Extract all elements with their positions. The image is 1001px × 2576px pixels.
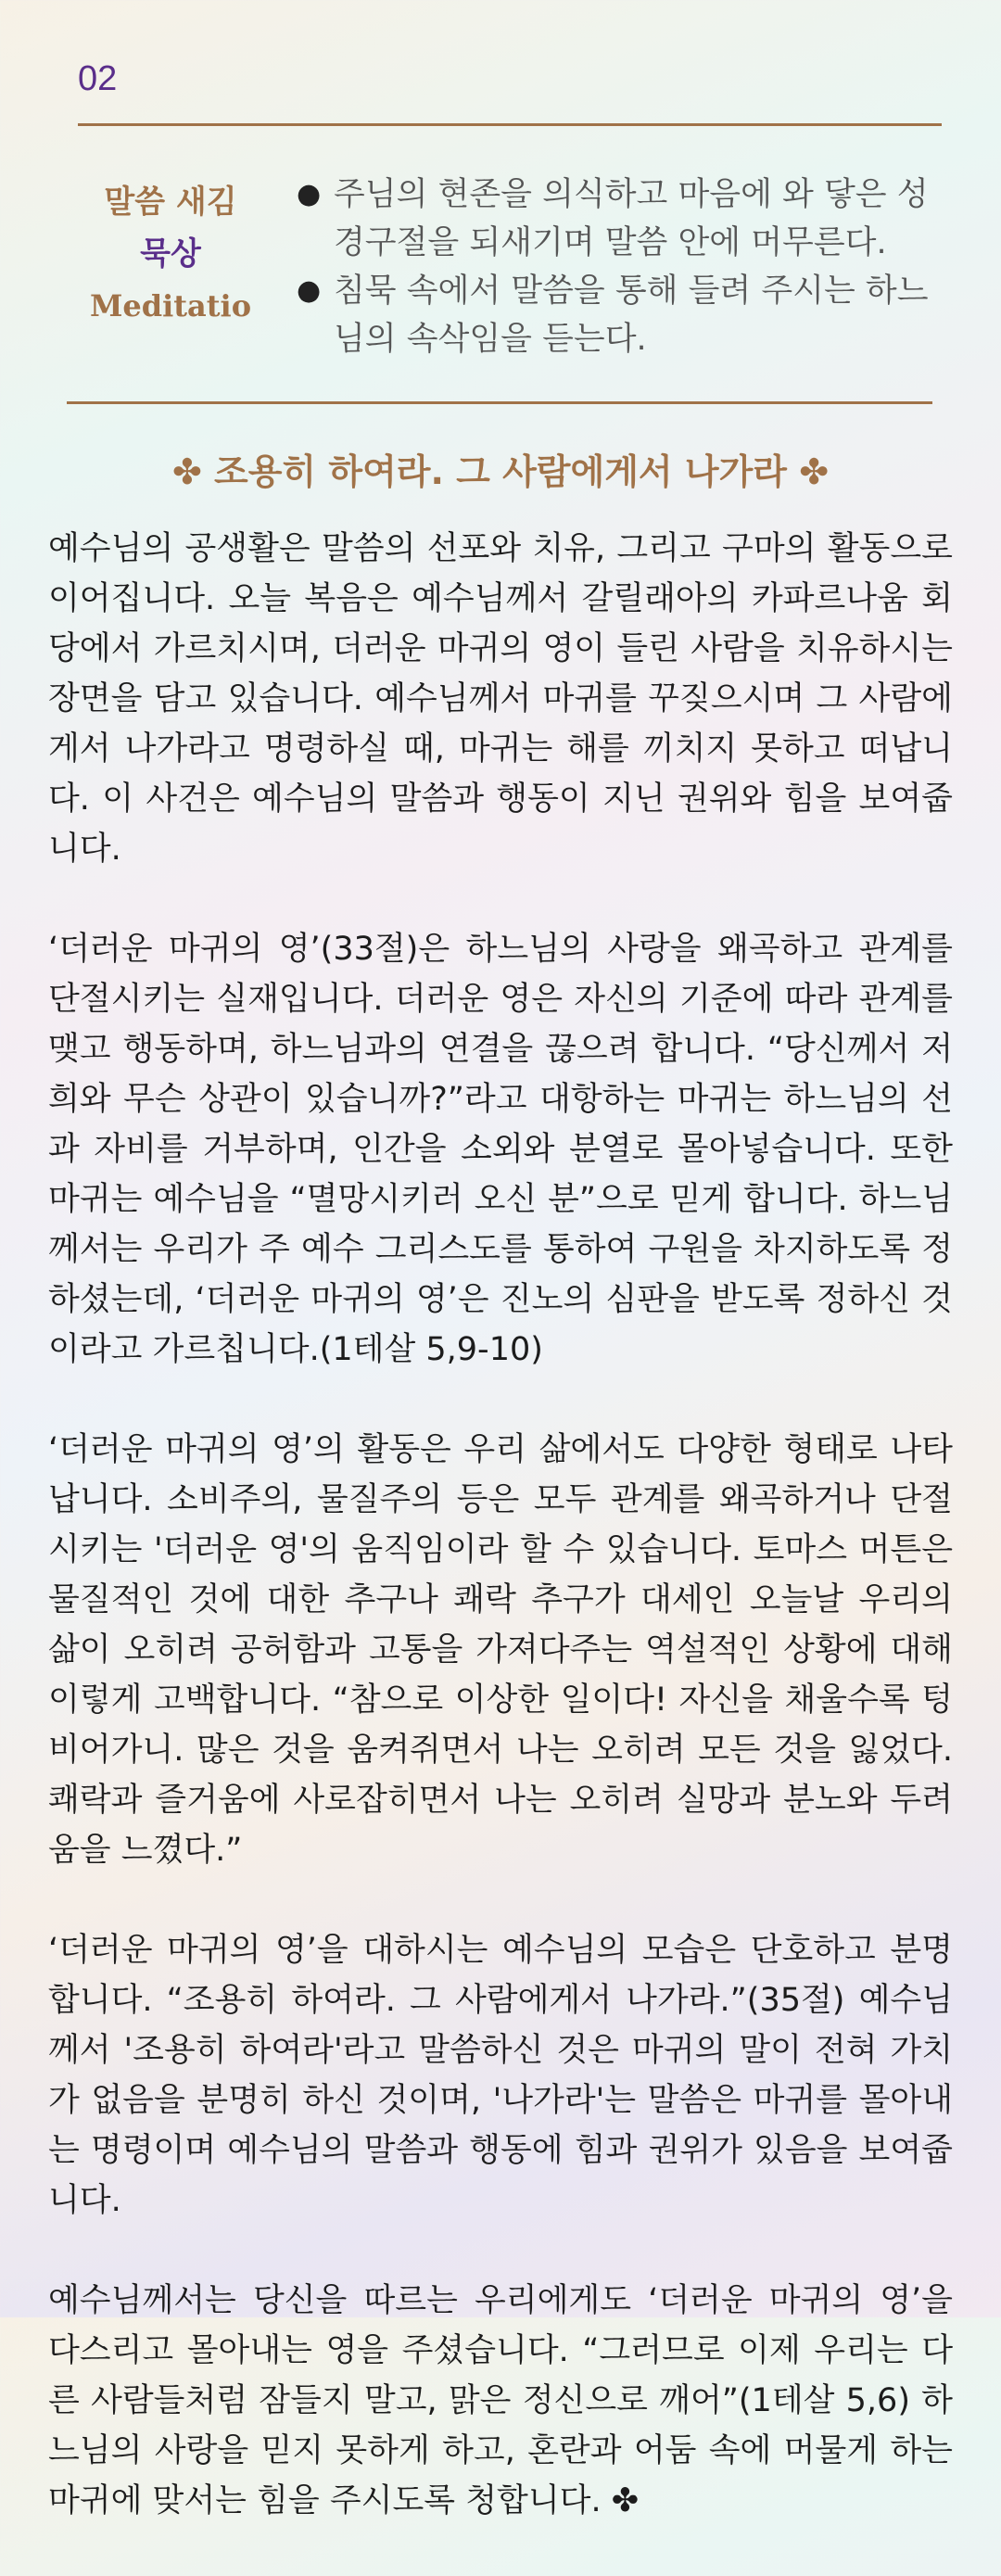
page-number: 02	[78, 59, 118, 98]
top-divider	[78, 123, 942, 126]
middle-divider	[67, 401, 932, 404]
section-label	[78, 176, 263, 332]
section-label-meditation: 묵상	[140, 235, 201, 273]
guide-item-text: 주님의 현존을 의식하고 마음에 와 닿은 성경구절을 되새기며 말씀 안에 머무른다.	[334, 176, 929, 261]
bullet-icon: ●	[297, 178, 322, 210]
meditation-guide-list	[297, 171, 945, 363]
section-label-latin: Meditatio	[89, 288, 252, 324]
body-paragraph: 예수님께서는 당신을 따르는 우리에게도 ‘더러운 마귀의 영’을 다스리고 몰아내는 영을 주셨습니다. “그러므로 이제 우리는 다른 사람들처럼 잠들지 말고, 맑은 정신으로 깨어”(1테살 5,6) 하느님의 사랑을 믿지 못하게 하고, 혼란과 어둠 속에 머물게 하는 마귀에 맞서는 힘을 주시도록 청합니다. ✤	[48, 2282, 953, 2519]
body-paragraph: ‘더러운 마귀의 영’을 대하시는 예수님의 모습은 단호하고 분명합니다. “조용히 하여라. 그 사람에게서 나가라.”(35절) 예수님께서 '조용히 하여라'라고 말씀하신 것은 마귀의 말이 전혀 가치가 없음을 분명히 하신 것이며, '나가라'는 말씀은 마귀를 몰아내는 명령이며 예수님의 말씀과 행동에 힘과 권위가 있음을 보여줍니다.	[48, 1932, 953, 2219]
bullet-icon: ●	[297, 274, 322, 307]
reflection-body	[48, 524, 953, 2576]
section-label-korean: 말씀 새김	[104, 184, 237, 221]
body-paragraph: 예수님의 공생활은 말씀의 선포와 치유, 그리고 구마의 활동으로 이어집니다. 오늘 복음은 예수님께서 갈릴래아의 카파르나움 회당에서 가르치시며, 더러운 마귀의 영이 들린 사람을 치유하시는 장면을 담고 있습니다. 예수님께서 마귀를 꾸짖으시며 그 사람에게서 나가라고 명령하실 때, 마귀는 해를 끼치지 못하고 떠납니다. 이 사건은 예수님의 말씀과 행동이 지닌 권위와 힘을 보여줍니다.	[48, 530, 953, 868]
body-paragraph: ‘더러운 마귀의 영’의 활동은 우리 삶에서도 다양한 형태로 나타납니다. 소비주의, 물질주의 등은 모두 관계를 왜곡하거나 단절시키는 '더러운 영'의 움직임이라 할 수 있습니다. 토마스 머튼은 물질적인 것에 대한 추구나 쾌락 추구가 대세인 오늘날 우리의 삶이 오히려 공허함과 고통을 가져다주는 역설적인 상황에 대해 이렇게 고백합니다. “참으로 이상한 일이다! 자신을 채울수록 텅 비어가니. 많은 것을 움켜쥐면서 나는 오히려 모든 것을 잃었다. 쾌락과 즐거움에 사로잡히면서 나는 오히려 실망과 분노와 두려움을 느꼈다.”	[48, 1431, 953, 1869]
reflection-heading: ✤ 조용히 하여라. 그 사람에게서 나가라 ✤	[171, 451, 830, 492]
guide-item	[297, 171, 945, 267]
guide-item	[297, 267, 945, 363]
body-paragraph: ‘더러운 마귀의 영’(33절)은 하느님의 사랑을 왜곡하고 관계를 단절시키는 실재입니다. 더러운 영은 자신의 기준에 따라 관계를 맺고 행동하며, 하느님과의 연결을 끊으려 합니다. “당신께서 저희와 무슨 상관이 있습니까?”라고 대항하는 마귀는 하느님의 선과 자비를 거부하며, 인간을 소외와 분열로 몰아넣습니다. 또한 마귀는 예수님을 “멸망시키러 오신 분”으로 믿게 합니다. 하느님께서는 우리가 주 예수 그리스도를 통하여 구원을 차지하도록 정하셨는데, ‘더러운 마귀의 영’은 진노의 심판을 받도록 정하신 것이라고 가르칩니다.(1테살 5,9-10)	[48, 931, 953, 1368]
guide-item-text: 침묵 속에서 말씀을 통해 들려 주시는 하느님의 속삭임을 듣는다.	[334, 273, 929, 358]
